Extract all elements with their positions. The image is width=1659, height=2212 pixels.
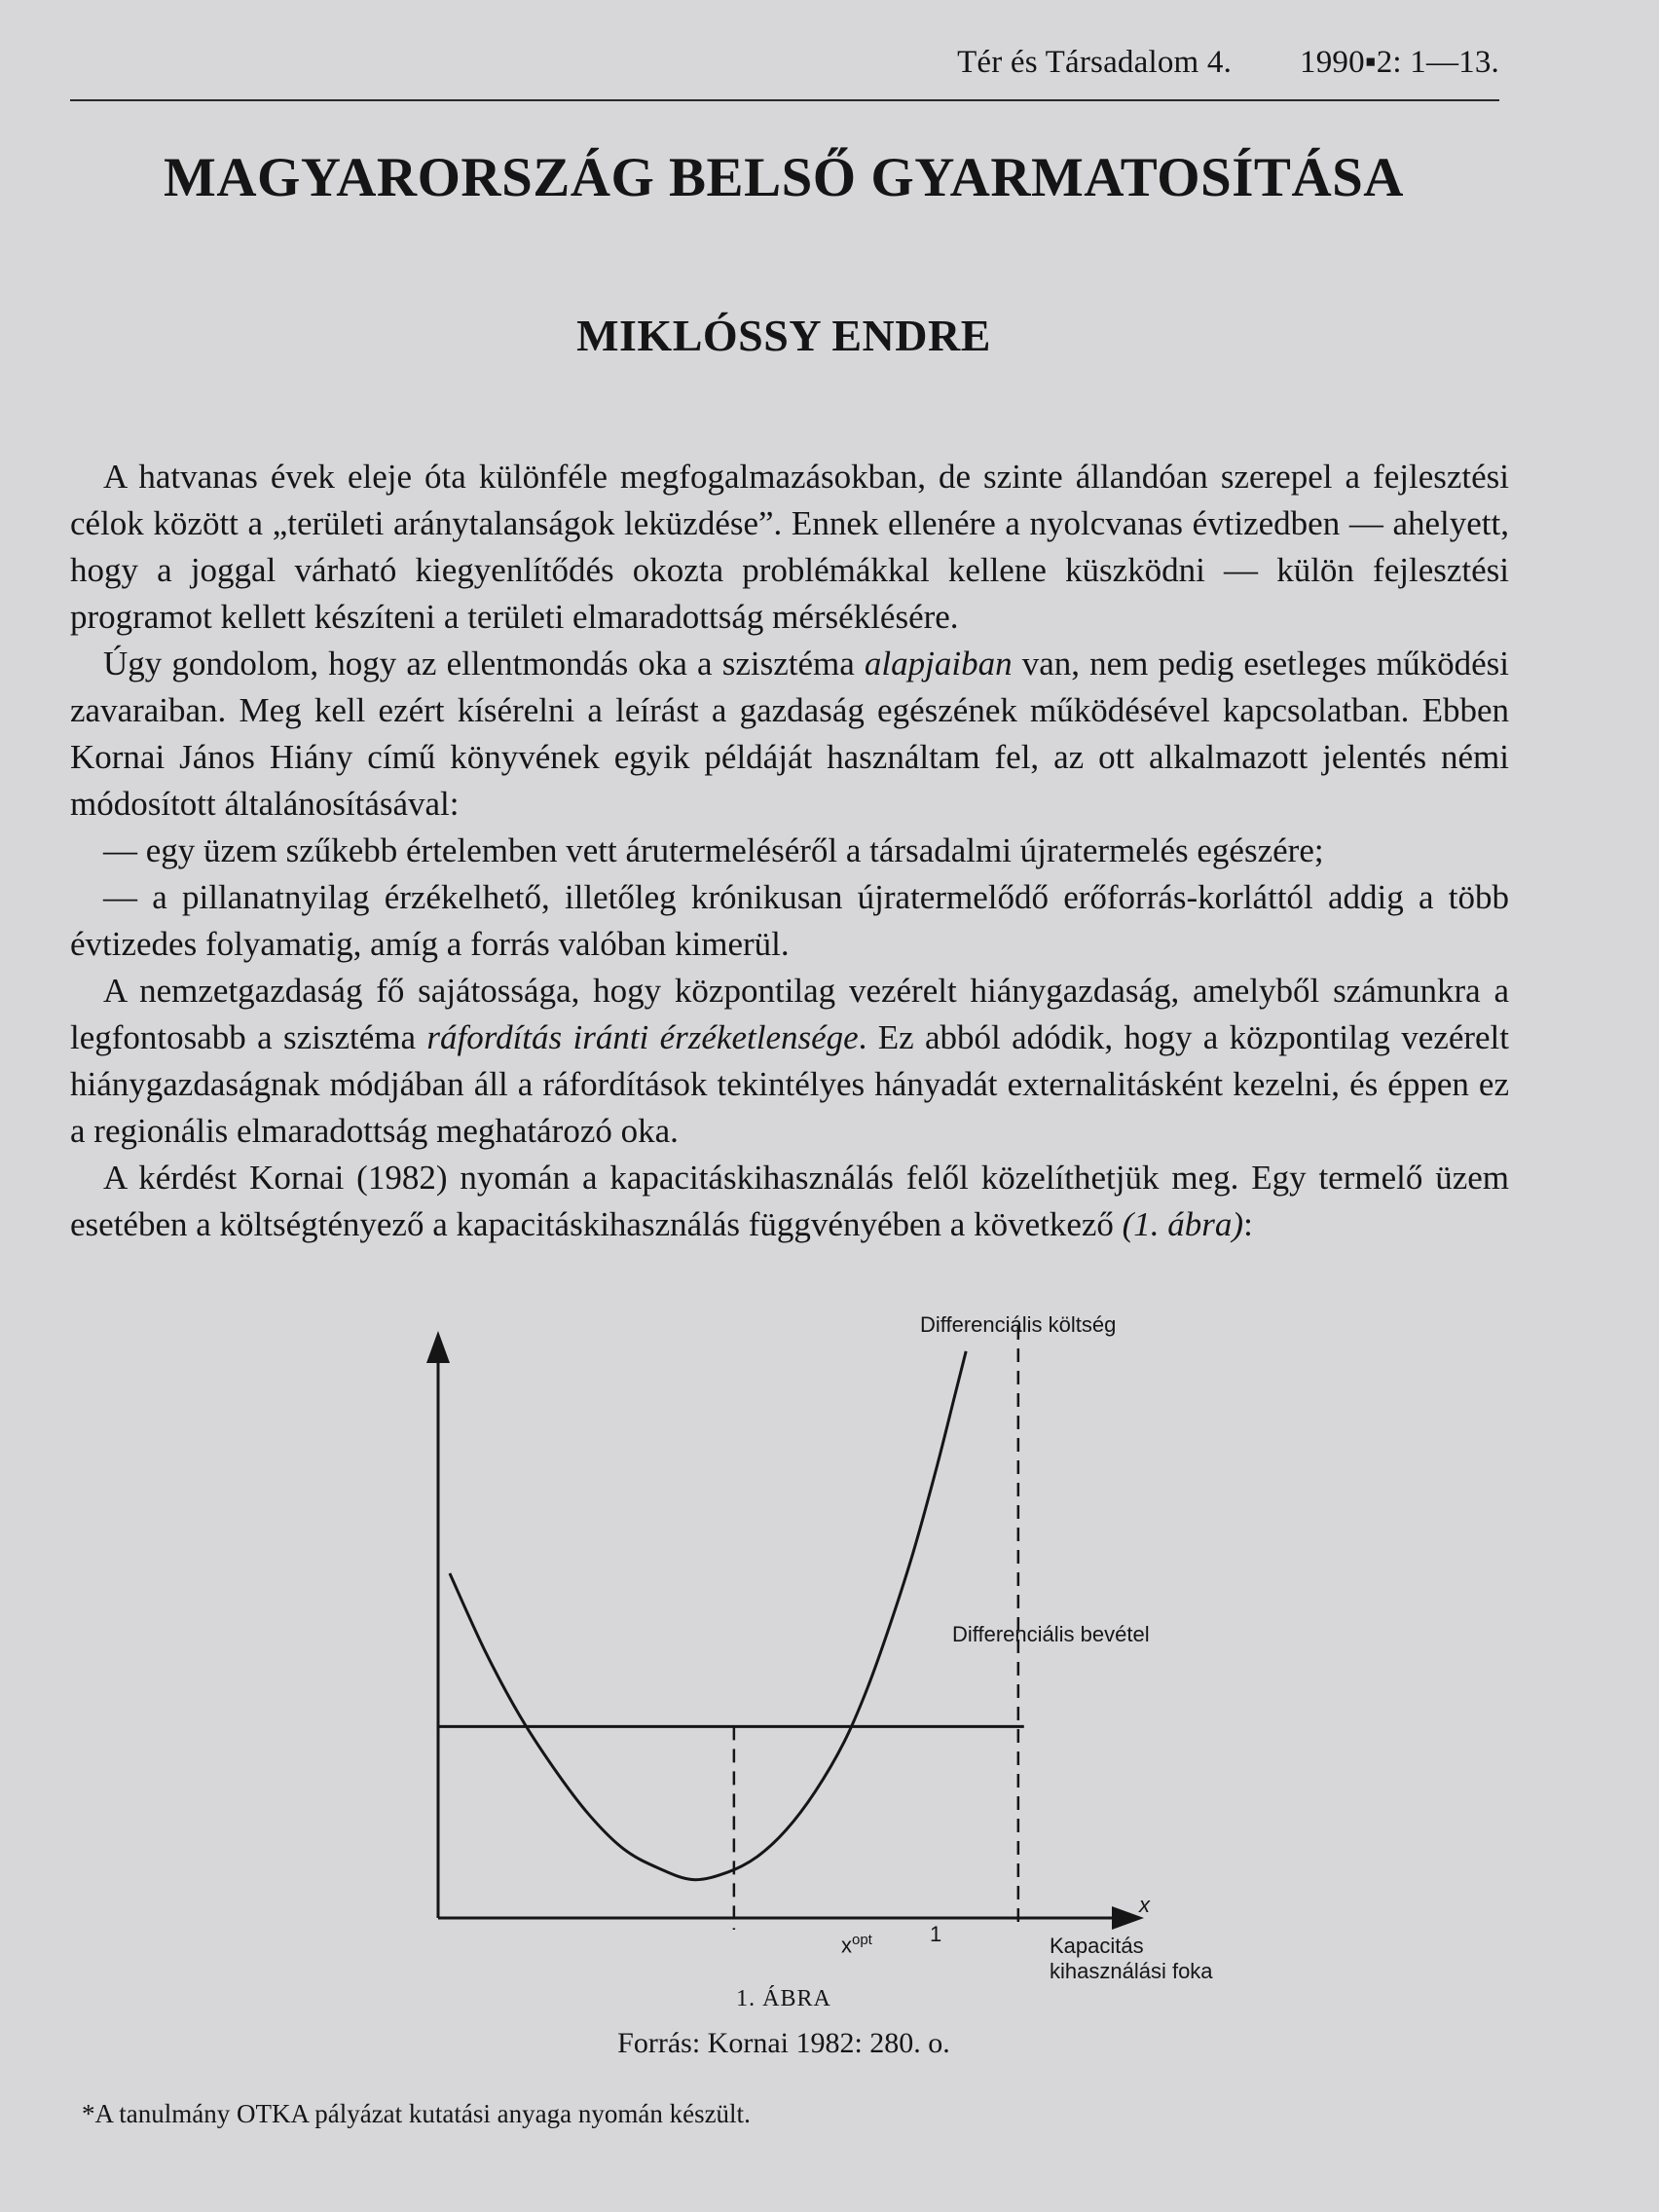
xopt-tick-label: $x^{opt}$ [841, 1932, 872, 1958]
issue-pages: 1990▪2: 1—13. [1300, 45, 1499, 80]
figure-caption: 1. ÁBRA [736, 1986, 831, 2011]
dash-item-1: — egy üzem szűkebb értelemben vett árutermeléséről a társadalmi újratermelés egészére; [103, 831, 1324, 869]
footnote: *A tanulmány OTKA pályázat kutatási anyaga nyomán készült. [82, 2099, 751, 2128]
paragraph-4: A kérdést Kornai (1982) nyomán a kapacitáskihasználás felől közelíthetjük meg. Egy termelő üzem esetében a költségtényező a kapacitáskihasználás függvényében a következő (1. ábra): [70, 1159, 1509, 1243]
article-author: MIKLÓSSY ENDRE [576, 311, 991, 360]
x-axis-symbol: x [1139, 1893, 1150, 1917]
article-body [70, 454, 1509, 1248]
paragraph-1: A hatvanas évek eleje óta különféle megfogalmazásokban, de szinte állandóan szerepel a fejlesztési célok között a „területi aránytalanságok leküzdése”. Ennek ellenére a nyolcvanas évtizedben — ahelyett, hogy a joggal várható kiegyenlítődés okozta problémákkal kellene küszködni — külön fejlesztési programot kellett készíteni a területi elmaradottság mérséklésére. [70, 458, 1509, 636]
journal-name: Tér és Társadalom 4. [957, 45, 1233, 80]
emphasis-raforditas: ráfordítás iránti érzéketlensége [426, 1018, 859, 1056]
emphasis-alapjaiban: alapjaiban [864, 645, 1013, 682]
article-title: MAGYARORSZÁG BELSŐ GYARMATOSÍTÁSA [164, 147, 1404, 208]
paragraph-3: A nemzetgazdaság fő sajátossága, hogy központilag vezérelt hiánygazdaság, amelyből számunkra a legfontosabb a szisztéma ráfordítás iránti érzéketlensége. Ez abból adódik, hogy a központilag vezérelt hiánygazdaságnak módjában áll a ráfordítások tekintélyes hányadát externalitásként kezelni, és éppen ez a regionális elmaradottság meghatározó oka. [70, 972, 1509, 1150]
x-axis-label: Kapacitás kihasználási foka [1050, 1934, 1213, 1983]
figure-1 [370, 1285, 1246, 2074]
one-tick-label: 1 [930, 1922, 942, 1946]
cost-curve-label: Differenciális költség [920, 1312, 1117, 1337]
header-rule [70, 99, 1499, 101]
emphasis-figure-ref: (1. ábra) [1122, 1205, 1244, 1243]
running-head [957, 45, 1499, 81]
figure-source: Forrás: Kornai 1982: 280. o. [617, 2027, 950, 2059]
paragraph-2: Úgy gondolom, hogy az ellentmondás oka a szisztéma alapjaiban van, nem pedig esetleges működési zavaraiban. Meg kell ezért kísérelni a leírást a gazdaság egészének működésével kapcsolatban. Ebben Kornai János Hiány című könyvének egyik példáját használtam fel, az ott alkalmazott jelentés némi módosított általánosításával: [70, 645, 1509, 823]
differential-cost-curve [450, 1351, 966, 1880]
revenue-line-label: Differenciális bevétel [952, 1622, 1150, 1646]
dash-item-2: — a pillanatnyilag érzékelhető, illetőleg krónikusan újratermelődő erőforrás-korláttól addig a több évtizedes folyamatig, amíg a forrás valóban kimerül. [70, 878, 1509, 963]
